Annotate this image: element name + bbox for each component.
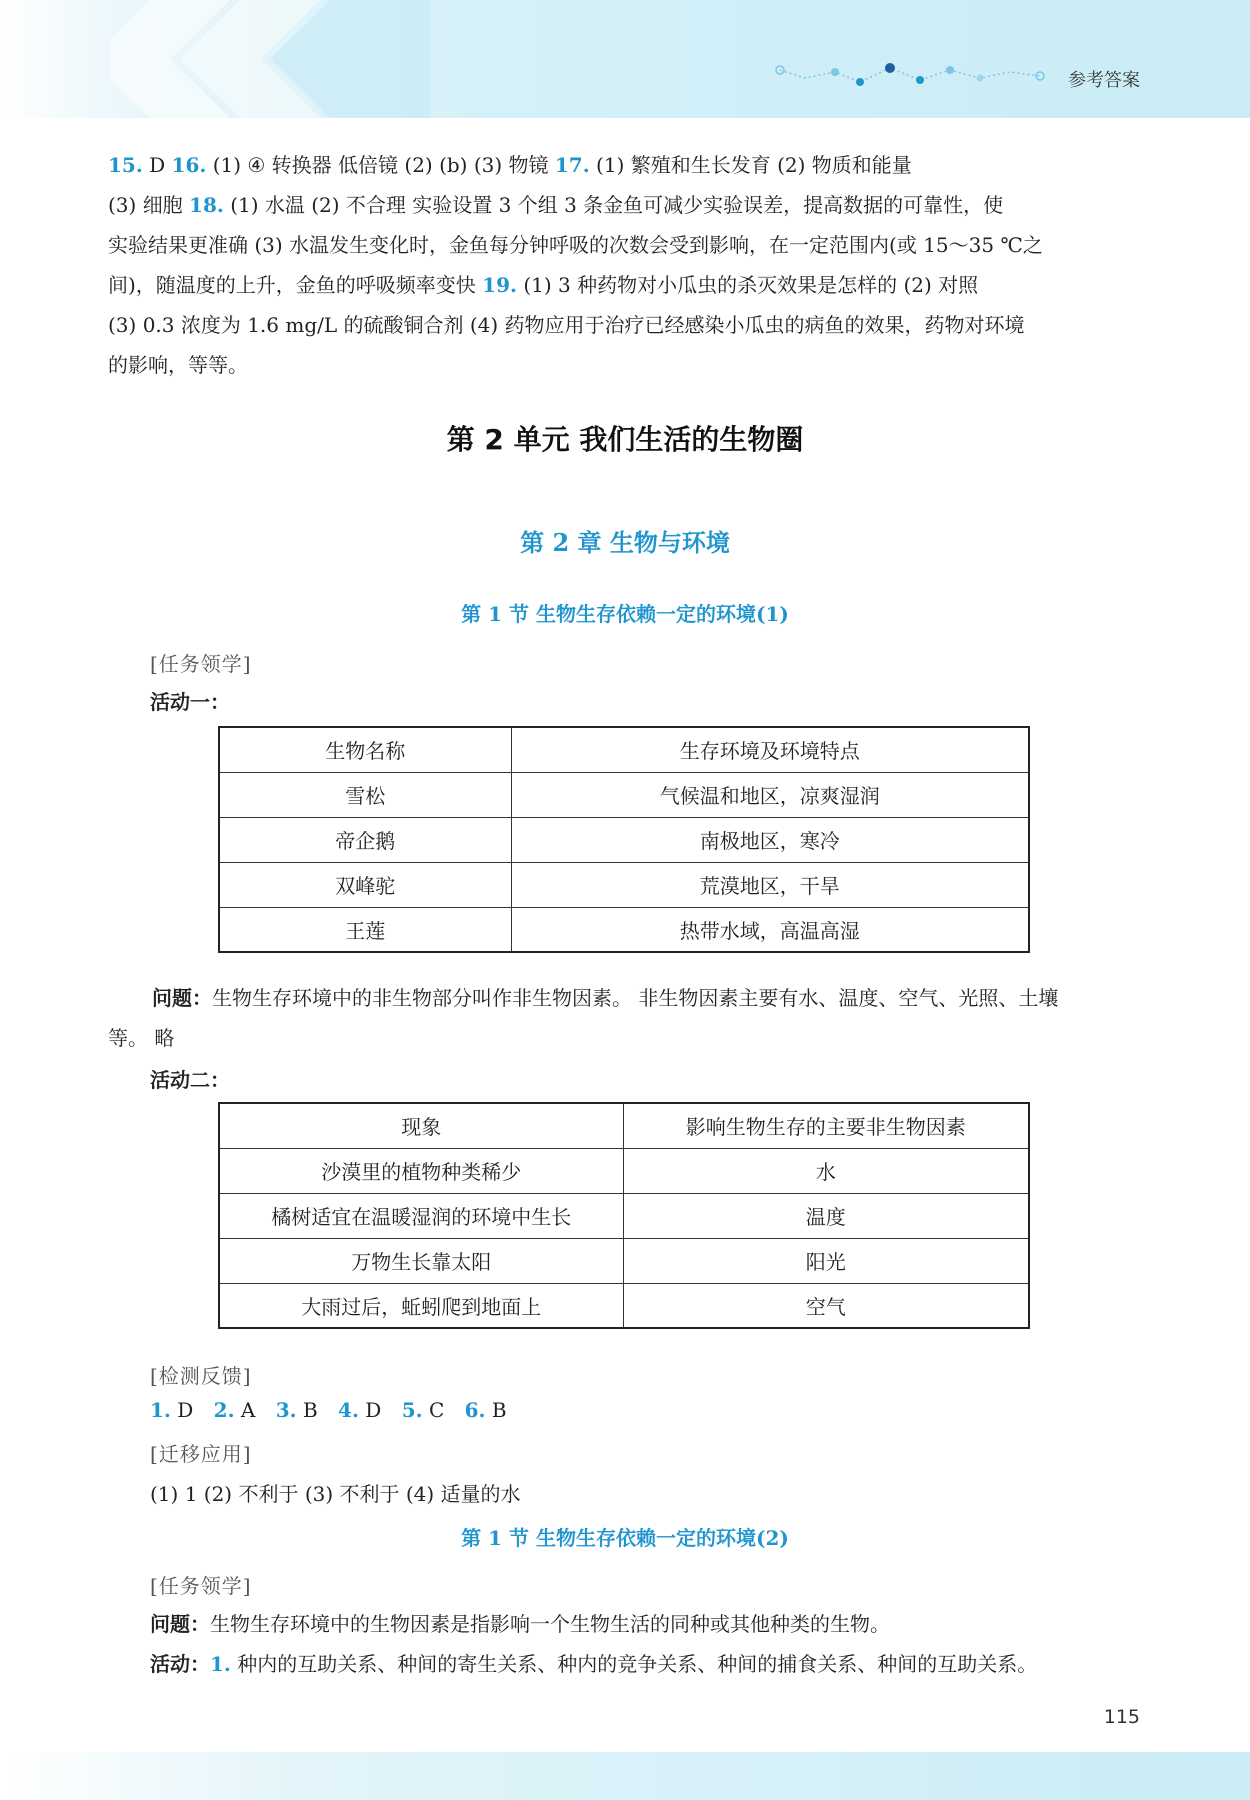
answer-value: C (428, 1398, 445, 1422)
question-text: 生物生存环境中的非生物部分叫作非生物因素。 非生物因素主要有水、温度、空气、光照、土壤 (212, 986, 1059, 1010)
table-cell: 热带水域，高温高湿 (511, 907, 1029, 952)
footer-band (0, 1752, 1250, 1800)
table-row (219, 772, 1029, 817)
question-number: 5. (401, 1398, 423, 1422)
table-row (219, 862, 1029, 907)
answer-text: (1) ④ 转换器 低倍镜 (2) (b) (3) 物镜 (206, 153, 555, 177)
question-number: 6. (464, 1398, 486, 1422)
table-header-cell: 生物名称 (219, 727, 511, 772)
answer-value: B (302, 1398, 318, 1422)
transfer-answers: (1) 1 (2) 不利于 (3) 不利于 (4) 适量的水 (150, 1482, 521, 1506)
table-cell: 荒漠地区，干旱 (511, 862, 1029, 907)
question-text: 生物生存环境中的生物因素是指影响一个生物生活的同种或其他种类的生物。 (210, 1612, 890, 1636)
question-number: 2. (213, 1398, 235, 1422)
table-cell: 沙漠里的植物种类稀少 (219, 1148, 623, 1193)
feedback-answers (150, 1398, 521, 1422)
task-tag-2: [任务领学] (150, 1574, 252, 1598)
question-number: 3. (275, 1398, 297, 1422)
table-cell: 大雨过后，蚯蚓爬到地面上 (219, 1283, 623, 1328)
intro-line-6: 的影响，等等。 (108, 353, 248, 377)
table-row (219, 1238, 1029, 1283)
feedback-tag: [检测反馈] (150, 1364, 252, 1388)
answer-value: A (240, 1398, 256, 1422)
table-cell: 万物生长靠太阳 (219, 1238, 623, 1283)
answer-value: D (177, 1398, 194, 1422)
table-cell: 水 (623, 1148, 1029, 1193)
question-number: 16. (171, 153, 207, 177)
intro-line-5: (3) 0.3 浓度为 1.6 mg/L 的硫酸铜合剂 (4) 药物应用于治疗已经感染小瓜虫的病鱼的效果，药物对环境 (108, 313, 1025, 337)
chapter-title: 第 2 章 生物与环境 (520, 528, 730, 557)
question-number: 17. (554, 153, 590, 177)
table-row (219, 907, 1029, 952)
task-tag: [任务领学] (150, 652, 252, 676)
answer-text: 间)，随温度的上升，金鱼的呼吸频率变快 (108, 273, 483, 297)
table-header-row (219, 1103, 1029, 1148)
table-cell: 南极地区，寒冷 (511, 817, 1029, 862)
question-number: 19. (482, 273, 517, 297)
chevron-decoration-icon (110, 0, 430, 118)
table-cell: 空气 (623, 1283, 1029, 1328)
page-number: 115 (1103, 1706, 1140, 1728)
transfer-tag: [迁移应用] (150, 1442, 252, 1466)
table-cell: 温度 (623, 1193, 1029, 1238)
answer-text: (3) 细胞 (108, 193, 190, 217)
table-cell: 帝企鹅 (219, 817, 511, 862)
question-number: 4. (338, 1398, 359, 1422)
question-number: 1. (150, 1398, 171, 1422)
question-paragraph-cont: 等。 略 (108, 1026, 175, 1050)
question-label: 问题： (150, 1612, 210, 1636)
table-row (219, 1148, 1029, 1193)
question-number: 1. (210, 1652, 231, 1676)
table-header-cell: 生存环境及环境特点 (511, 727, 1029, 772)
header-label: 参考答案 (1068, 70, 1140, 91)
question-paragraph (108, 978, 1143, 1018)
table-cell: 橘树适宜在温暖湿润的环境中生长 (219, 1193, 623, 1238)
answer-text: (1) 繁殖和生长发育 (2) 物质和能量 (589, 153, 912, 177)
answer-value: B (491, 1398, 507, 1422)
intro-line-4 (108, 265, 1143, 305)
section-title-2: 第 1 节 生物生存依赖一定的环境(2) (461, 1526, 789, 1550)
section-title-1: 第 1 节 生物生存依赖一定的环境(1) (461, 602, 789, 626)
organism-environment-table (218, 726, 1030, 953)
table-header-cell: 现象 (219, 1103, 623, 1148)
answer-text: D (142, 153, 172, 177)
table-cell: 阳光 (623, 1238, 1029, 1283)
question-number: 15. (108, 153, 143, 177)
table-cell: 气候温和地区，凉爽湿润 (511, 772, 1029, 817)
table-header-cell: 影响生物生存的主要非生物因素 (623, 1103, 1029, 1148)
activity-paragraph (150, 1648, 1037, 1677)
intro-line-2 (108, 185, 1143, 225)
intro-line-1 (108, 145, 1143, 185)
dotted-wave-decoration-icon (775, 60, 1045, 90)
activity-label: 活动： (150, 1652, 210, 1676)
phenomenon-factor-table (218, 1102, 1030, 1329)
activity-1-label: 活动一： (150, 690, 230, 714)
answer-text: (1) 水温 (2) 不合理 实验设置 3 个组 3 条金鱼可减少实验误差，提高数据的可靠性，使 (223, 193, 1004, 217)
question-label: 问题： (152, 986, 212, 1010)
unit-title: 第 2 单元 我们生活的生物圈 (446, 423, 804, 456)
question-number: 18. (189, 193, 224, 217)
question-paragraph-2 (150, 1608, 890, 1637)
table-header-row (219, 727, 1029, 772)
answer-text: (1) 3 种药物对小瓜虫的杀灭效果是怎样的 (2) 对照 (516, 273, 979, 297)
table-row (219, 817, 1029, 862)
table-row (219, 1193, 1029, 1238)
intro-line-3: 实验结果更准确 (3) 水温发生变化时，金鱼每分钟呼吸的次数会受到影响，在一定范围内(或 15～35 ℃之 (108, 233, 1043, 257)
table-cell: 雪松 (219, 772, 511, 817)
table-cell: 双峰驼 (219, 862, 511, 907)
activity-text: 种内的互助关系、种间的寄生关系、种内的竞争关系、种间的捕食关系、种间的互助关系。 (230, 1652, 1038, 1676)
answer-value: D (365, 1398, 382, 1422)
activity-2-label: 活动二： (150, 1068, 230, 1092)
table-cell: 王莲 (219, 907, 511, 952)
table-row (219, 1283, 1029, 1328)
